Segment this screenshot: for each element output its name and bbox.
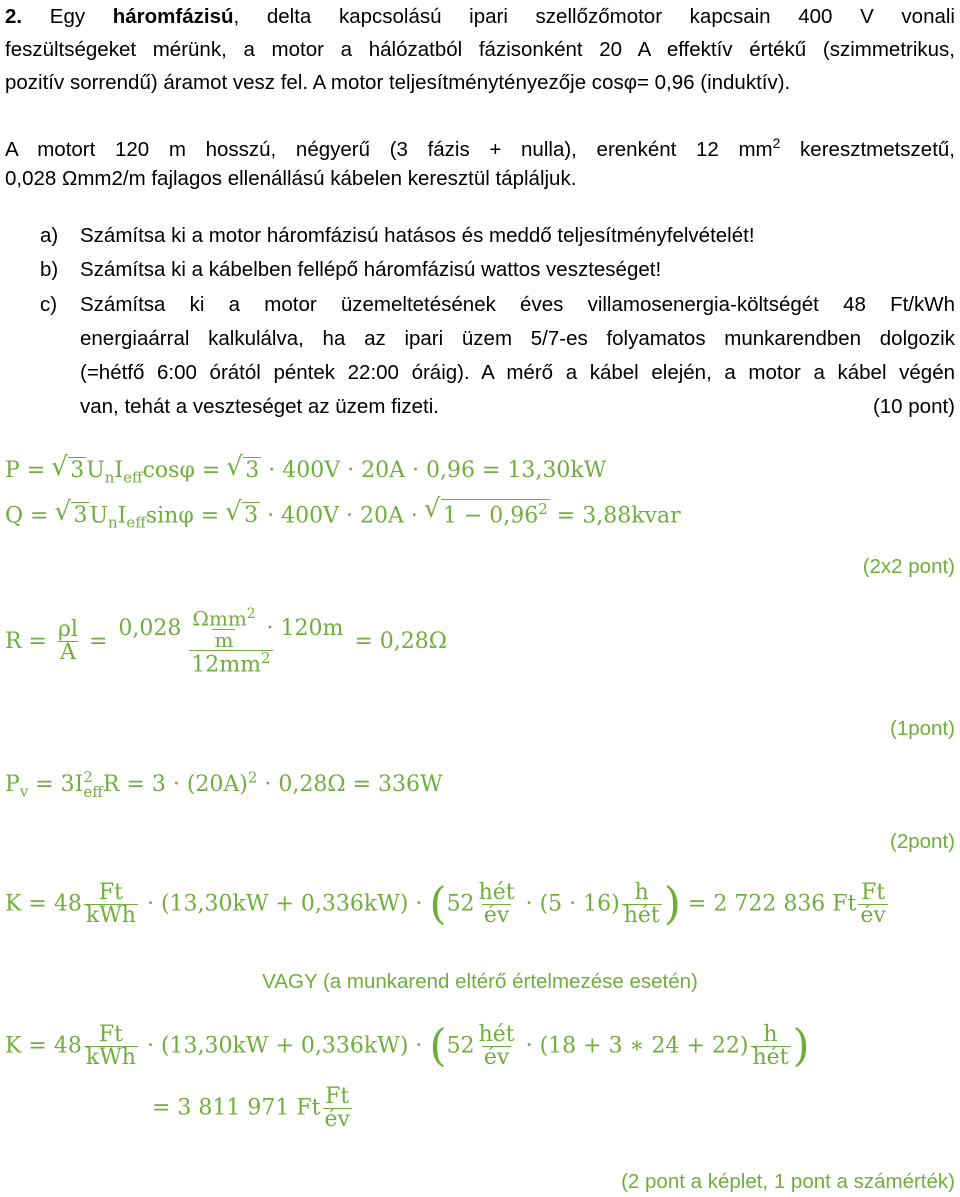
question-text-line-4: van, tehát a veszteséget az üzem fizeti. (10 pont) [80,390,955,424]
points-r: (1pont) [890,717,955,740]
question-text: Számítsa ki a motor háromfázisú hatásos és meddő teljesítményfelvételét! [80,224,755,247]
points-pv: (2pont) [890,830,955,853]
question-a [40,219,955,253]
alternative-label: VAGY (a munkarend eltérő értelmezése esetén) [262,970,698,993]
problem-para2-line-2: 0,028 Ωmm2/m fajlagos ellenállású kábelen keresztül tápláljuk. [5,167,577,190]
question-b [40,253,955,287]
points-k: (2 pont a képlet, 1 pont a számérték) [621,1170,955,1193]
question-label: a) [40,224,59,247]
equation-cost-1: K = 48 $\frac{Ft}{\text{kWh}}$ · (13,30kW + 0,336kW) · (52 $\frac{\text{hét}}{év}$ · (5 · 16) $\frac{h}{\text{hét}}$ ) = 2 722 836 Ft $\frac{Ft}{év}$ [5,878,886,930]
equation-cost-2-result: = 3 811 971 Ft $\frac{Ft}{év}$ [152,1084,350,1132]
equation-resistance: R = $\frac{\rho l}{A}$ = 0,028 $\frac{\Omega mm^2}{m}$ · 120m $12mm^2$ = 0,28Ω [5,606,448,677]
problem-line-2: feszültségeket mérünk, a motor a hálózatból fázisonként 20 A effektív értékű (szimmetrikus, [5,38,955,61]
problem-para2-line-1: A motort 120 m hosszú, négyerű (3 fázis + nulla), erenként 12 $mm^2$ keresztmetszetű, [5,135,956,161]
problem-number: 2. [5,5,23,28]
points-pq: (2x2 pont) [862,555,955,578]
question-points: (10 pont) [872,395,955,418]
equation-active-power: P = √ $3U_nI_{eff}\cos\varphi$ = √ 3 · 400V · 20A · 0,96 = 13,30kW [5,457,606,485]
question-label: c) [40,293,58,316]
equation-reactive-power: Q = √ $3U_nI_{eff}\sin\varphi$ = √ 3 · 400V · 20A · √ $1 - 0,96^2$ = 3,88kvar [5,499,681,531]
question-c [40,288,955,424]
question-text-line-2: energiaárral kalkulálva, ha az ipari üzem 5/7-es folyamatos munkarendben dolgozik [80,327,955,350]
bold-term: háromfázisú [112,5,234,28]
question-text-line-3: (=hétfő 6:00 órától péntek 22:00 óráig). A mérő a kábel elején, a motor a kábel végén [80,361,955,384]
problem-line-1: 2. Egy háromfázisú, delta kapcsolású ipari szellőzőmotor kapcsain 400 V vonali [5,5,955,28]
question-label: b) [40,258,59,281]
problem-line-3: pozitív sorrendű) áramot vesz fel. A motor teljesítménytényezője cosφ= 0,96 (induktív). [5,71,791,94]
equation-cost-2: K = 48 $\frac{Ft}{\text{kWh}}$ · (13,30kW + 0,336kW) · (52 $\frac{\text{hét}}{év}$ · (18 + 3 ∗ 24 + 22) $\frac{h}{\text{hét}}$ ) [5,1020,810,1072]
equation-cable-loss: $P_v = 3I$ 2 eff $R = 3 \cdot (20A)^2 \cdot 0,28\Omega = 336W$ [5,768,443,801]
question-text: Számítsa ki a kábelben fellépő háromfázisú wattos veszteséget! [80,258,662,281]
question-text-line-1: Számítsa ki a motor üzemeltetésének éves villamosenergia-költségét 48 Ft/kWh [80,293,955,316]
